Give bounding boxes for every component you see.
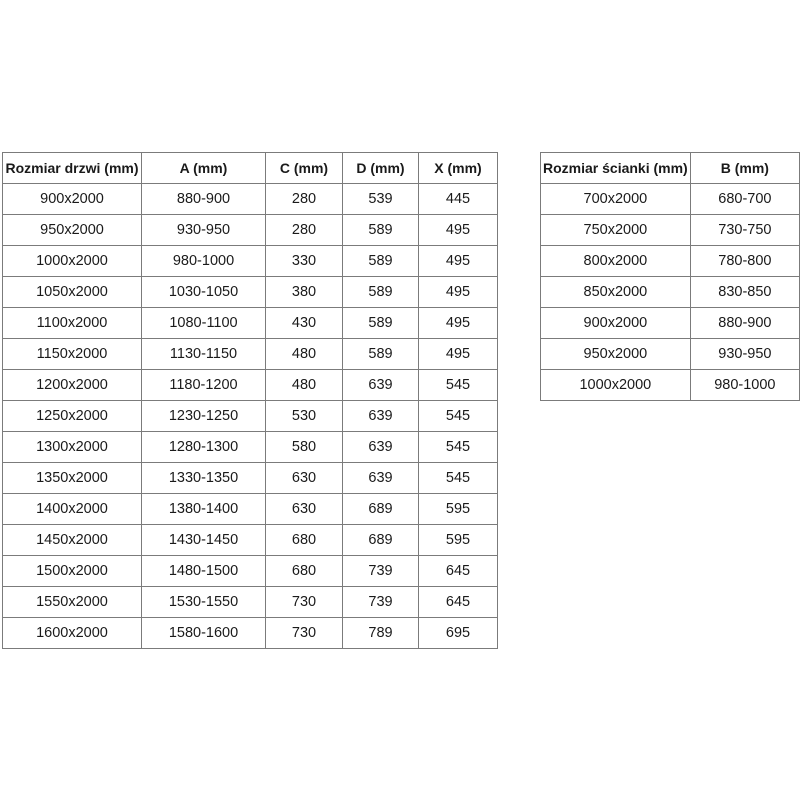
table-row: [541, 339, 800, 370]
table-cell: 980-1000: [690, 370, 799, 401]
table-row: [3, 618, 498, 649]
table-row: [541, 308, 800, 339]
table-cell: 495: [419, 308, 498, 339]
header-cell: X (mm): [419, 153, 498, 184]
table-cell: 545: [419, 463, 498, 494]
table-cell: 1400x2000: [3, 494, 142, 525]
table-cell: 750x2000: [541, 215, 691, 246]
table-cell: 1480-1500: [142, 556, 266, 587]
table-cell: 495: [419, 277, 498, 308]
table-cell: 330: [266, 246, 343, 277]
table-cell: 645: [419, 587, 498, 618]
door-size-table: [2, 152, 498, 649]
table-cell: 730-750: [690, 215, 799, 246]
table-cell: 630: [266, 463, 343, 494]
table-cell: 1430-1450: [142, 525, 266, 556]
table-cell: 739: [343, 556, 419, 587]
table-cell: 930-950: [142, 215, 266, 246]
table-cell: 1050x2000: [3, 277, 142, 308]
table-cell: 730: [266, 618, 343, 649]
table-cell: 950x2000: [541, 339, 691, 370]
table-cell: 980-1000: [142, 246, 266, 277]
table-cell: 1130-1150: [142, 339, 266, 370]
table-cell: 480: [266, 370, 343, 401]
table-cell: 589: [343, 246, 419, 277]
table-cell: 1100x2000: [3, 308, 142, 339]
table-cell: 589: [343, 277, 419, 308]
table-row: [3, 184, 498, 215]
table-cell: 1080-1100: [142, 308, 266, 339]
table-row: [3, 277, 498, 308]
header-row: [3, 153, 498, 184]
header-cell: B (mm): [690, 153, 799, 184]
table-cell: 495: [419, 215, 498, 246]
table-cell: 730: [266, 587, 343, 618]
table-cell: 1350x2000: [3, 463, 142, 494]
table-cell: 1530-1550: [142, 587, 266, 618]
table-cell: 700x2000: [541, 184, 691, 215]
table-cell: 689: [343, 525, 419, 556]
table-cell: 880-900: [690, 308, 799, 339]
table-cell: 950x2000: [3, 215, 142, 246]
table-cell: 680: [266, 556, 343, 587]
wall-size-table: [540, 152, 800, 401]
table-cell: 900x2000: [541, 308, 691, 339]
table-cell: 539: [343, 184, 419, 215]
table-cell: 800x2000: [541, 246, 691, 277]
table-row: [3, 401, 498, 432]
table-cell: 280: [266, 215, 343, 246]
table-cell: 639: [343, 370, 419, 401]
header-cell: Rozmiar ścianki (mm): [541, 153, 691, 184]
table-cell: 680: [266, 525, 343, 556]
table-cell: 445: [419, 184, 498, 215]
table-cell: 545: [419, 370, 498, 401]
table-cell: 1380-1400: [142, 494, 266, 525]
table-cell: 880-900: [142, 184, 266, 215]
table-cell: 930-950: [690, 339, 799, 370]
header-cell: A (mm): [142, 153, 266, 184]
table-row: [3, 587, 498, 618]
table-cell: 530: [266, 401, 343, 432]
table-cell: 639: [343, 463, 419, 494]
table-cell: 1550x2000: [3, 587, 142, 618]
table-row: [3, 494, 498, 525]
table-cell: 639: [343, 401, 419, 432]
table-cell: 900x2000: [3, 184, 142, 215]
table-cell: 495: [419, 339, 498, 370]
table-cell: 1230-1250: [142, 401, 266, 432]
table-cell: 789: [343, 618, 419, 649]
table-cell: 1150x2000: [3, 339, 142, 370]
table-cell: 780-800: [690, 246, 799, 277]
table-cell: 1180-1200: [142, 370, 266, 401]
table-cell: 545: [419, 401, 498, 432]
table-cell: 545: [419, 432, 498, 463]
table-cell: 280: [266, 184, 343, 215]
table-row: [541, 370, 800, 401]
table-cell: 1300x2000: [3, 432, 142, 463]
table-cell: 1250x2000: [3, 401, 142, 432]
table-cell: 680-700: [690, 184, 799, 215]
table-row: [3, 246, 498, 277]
table-cell: 689: [343, 494, 419, 525]
table-cell: 1000x2000: [541, 370, 691, 401]
table-cell: 1500x2000: [3, 556, 142, 587]
table-cell: 580: [266, 432, 343, 463]
table-row: [3, 215, 498, 246]
table-row: [541, 215, 800, 246]
table-row: [3, 308, 498, 339]
table-row: [3, 339, 498, 370]
table-cell: 595: [419, 494, 498, 525]
table-cell: 739: [343, 587, 419, 618]
table-cell: 1030-1050: [142, 277, 266, 308]
table-cell: 430: [266, 308, 343, 339]
table-cell: 1200x2000: [3, 370, 142, 401]
table-cell: 645: [419, 556, 498, 587]
table-cell: 495: [419, 246, 498, 277]
table-cell: 589: [343, 308, 419, 339]
table-cell: 830-850: [690, 277, 799, 308]
table-row: [541, 184, 800, 215]
table-cell: 630: [266, 494, 343, 525]
header-cell: D (mm): [343, 153, 419, 184]
table-cell: 589: [343, 215, 419, 246]
table-cell: 1600x2000: [3, 618, 142, 649]
table-row: [541, 246, 800, 277]
header-row: [541, 153, 800, 184]
table-row: [3, 556, 498, 587]
table-row: [3, 432, 498, 463]
table-cell: 480: [266, 339, 343, 370]
table-cell: 850x2000: [541, 277, 691, 308]
table-row: [3, 370, 498, 401]
table-cell: 1280-1300: [142, 432, 266, 463]
header-cell: Rozmiar drzwi (mm): [3, 153, 142, 184]
table-cell: 1450x2000: [3, 525, 142, 556]
table-cell: 595: [419, 525, 498, 556]
table-cell: 589: [343, 339, 419, 370]
table-row: [3, 463, 498, 494]
table-row: [541, 277, 800, 308]
table-row: [3, 525, 498, 556]
table-cell: 380: [266, 277, 343, 308]
table-cell: 1000x2000: [3, 246, 142, 277]
table-cell: 695: [419, 618, 498, 649]
table-cell: 639: [343, 432, 419, 463]
header-cell: C (mm): [266, 153, 343, 184]
table-cell: 1580-1600: [142, 618, 266, 649]
table-cell: 1330-1350: [142, 463, 266, 494]
